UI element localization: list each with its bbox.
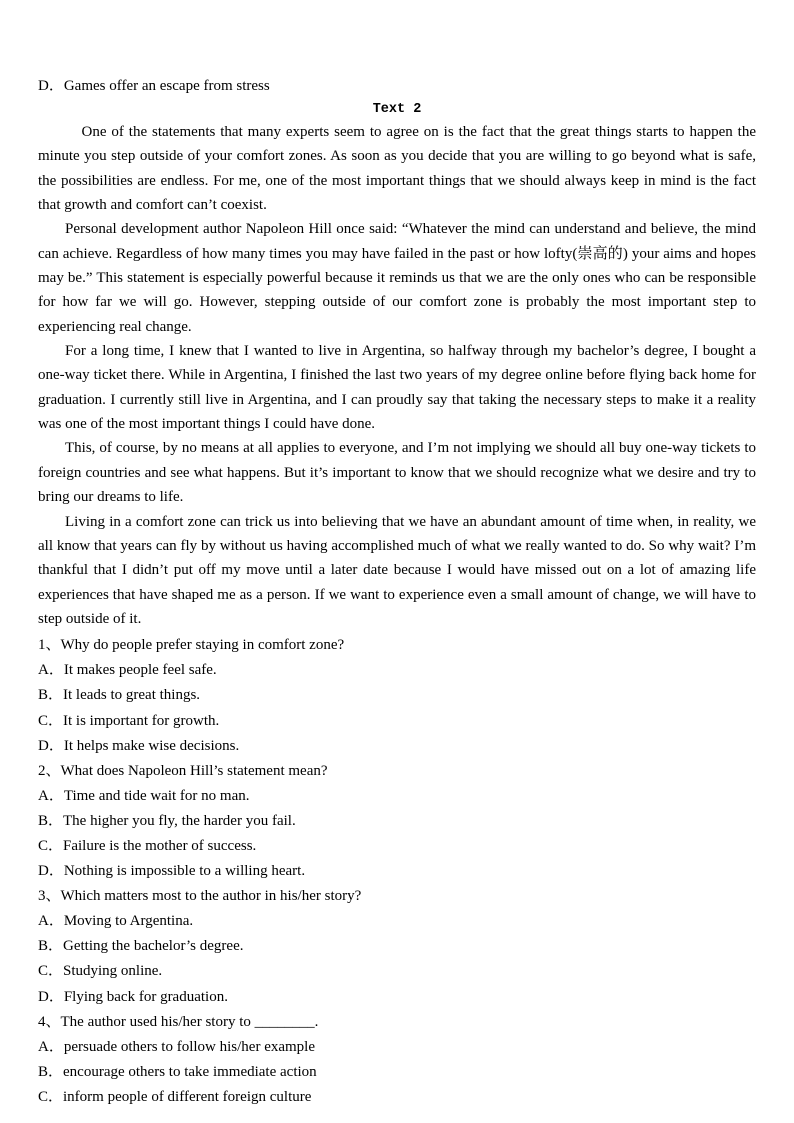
question-option: A．It makes people feel safe. [38,662,217,679]
passage-paragraph: This, of course, by no means at all applies to everyone, and I’m not implying we should all buy one-way tickets to foreign countries and see what happens. But it’s important to know that we should recognize what we desire and try to bring our dreams to life. [38,440,756,506]
question-option: D．Flying back for graduation. [38,988,228,1005]
question-option: C．It is important for growth. [38,712,220,729]
question-stem: 1、Why do people prefer staying in comfort zone? [38,637,345,654]
answer-option-d: D．Games offer an escape from stress [38,78,270,94]
passage-paragraph: Personal development author Napoleon Hill once said: “Whatever the mind can understand and believe, the mind can achieve. Regardless of how many times you may have failed in the past or how lofty(崇高的) your aims and hopes may be.” This statement is especially powerful because it reminds us that we are the only ones who can be responsible for how far we will go. However, stepping outside of our comfort zone is probably the most important step to experiencing real change. [38,221,756,335]
passage-paragraph: One of the statements that many experts seem to agree on is the fact that the great things starts to happen the minute you step outside of your comfort zones. As soon as you decide that you are willing to go beyond what is safe, the possibilities are endless. For me, one of the most important things that we should always keep in mind is the fact that growth and comfort can’t coexist. [38,124,756,214]
question-option: B．It leads to great things. [38,687,201,704]
question-option: B．The higher you fly, the harder you fail. [38,812,296,829]
question-option: C．Failure is the mother of success. [38,837,257,854]
questions-section [38,633,756,1110]
question-option: A．Time and tide wait for no man. [38,787,250,804]
question-stem: 2、What does Napoleon Hill’s statement mean? [38,762,328,779]
question-option: A．persuade others to follow his/her example [38,1038,316,1055]
question-option: B．Getting the bachelor’s degree. [38,938,244,955]
question-stem: 4、The author used his/her story to ________. [38,1013,319,1030]
question-option: D．Nothing is impossible to a willing heart. [38,863,306,880]
question-option: C．inform people of different foreign culture [38,1088,312,1105]
question-stem: 3、Which matters most to the author in his/her story? [38,888,362,905]
question-option: B．encourage others to take immediate action [38,1063,317,1080]
question-option: A．Moving to Argentina. [38,913,194,930]
passage-title: Text 2 [372,102,422,117]
passage-paragraph: For a long time, I knew that I wanted to live in Argentina, so halfway through my bachelor’s degree, I bought a one-way ticket there. While in Argentina, I finished the last two years of my degree online before flying back home for graduation. I currently still live in Argentina, and I can proudly say that taking the necessary steps to make it a reality was one of the most important things I could have done. [38,343,756,433]
question-option: D．It helps make wise decisions. [38,737,240,754]
reading-passage [38,120,756,631]
question-option: C．Studying online. [38,963,163,980]
passage-paragraph: Living in a comfort zone can trick us into believing that we have an abundant amount of time when, in reality, we all know that years can fly by without us having accomplished much of what we really wanted to do. So why wait? I’m thankful that I didn’t put off my move until a later date because I would have missed out on a lot of amazing life experiences that have shaped me as a person. If we want to experience even a small amount of change, we will have to step outside of it. [38,513,756,627]
